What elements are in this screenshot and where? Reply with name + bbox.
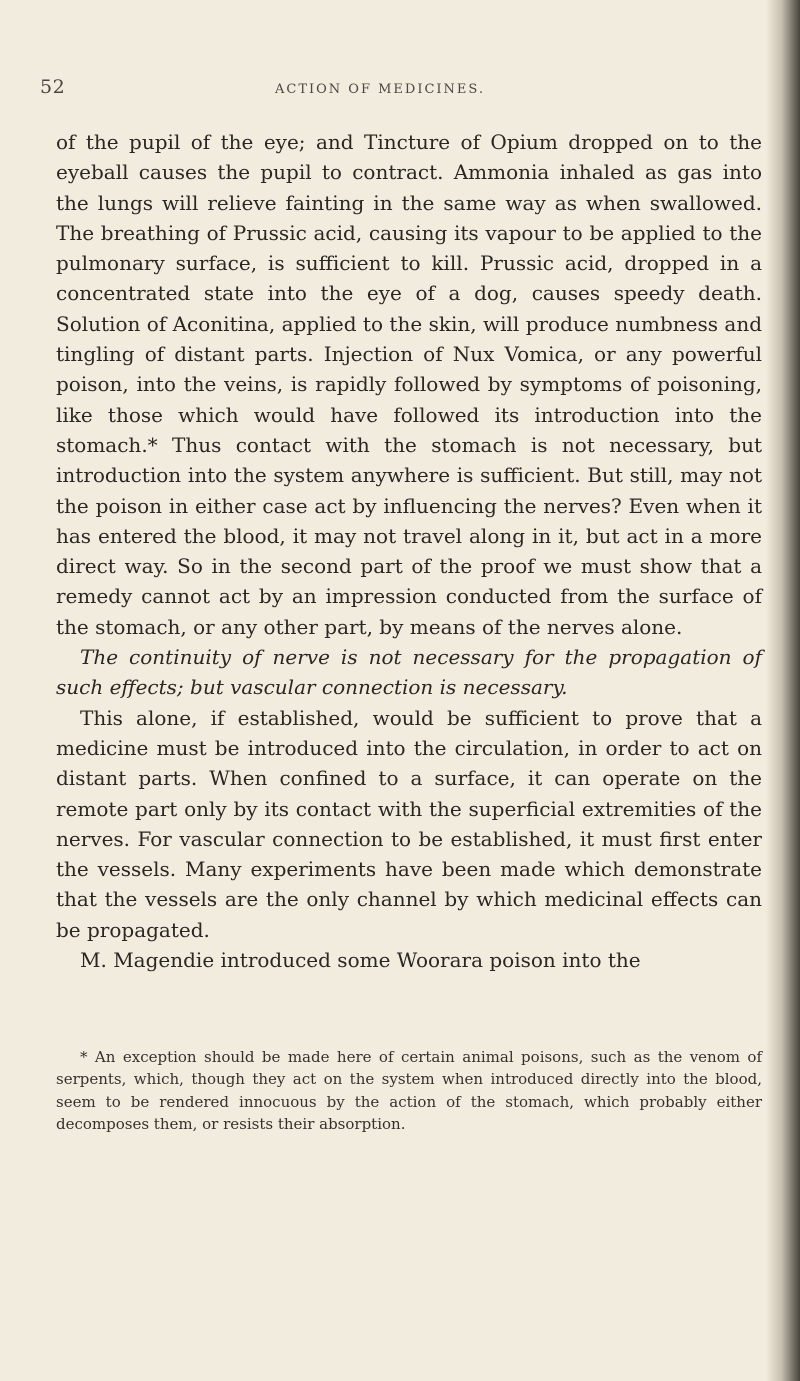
paragraph-3: M. Magendie introduced some Woorara poison into the: [80, 948, 641, 973]
page-edge-shadow: [766, 0, 800, 1381]
page-number: 52: [40, 76, 66, 98]
italic-statement: The continuity of nerve is not necessary for the propagation of such effects; but vascular connection is necessary.: [56, 645, 762, 700]
paragraph-1: of the pupil of the eye; and Tincture of Opium dropped on to the eyeball causes the pupil to contract. Ammonia inhaled as gas into the lungs will relieve fainting in the same way as when swallowed. The breathing of Prussic acid, causing its vapour to be applied to the pulmonary surface, is sufficient to kill. Prussic acid, dropped in a concentrated state into the eye of a dog, causes speedy death. Solution of Aconitina, applied to the skin, will produce numbness and tingling of distant parts. Injection of Nux Vomica, or any powerful poison, into the veins, is rapidly followed by symptoms of poisoning, like those which would have followed its introduction into the stomach.* Thus contact with the stomach is not necessary, but introduction into the system anywhere is sufficient. But still, may not the poison in either case act by influencing the nerves? Even when it has entered the blood, it may not travel along in it, but act in a more direct way. So in the second part of the proof we must show that a remedy cannot act by an impression conducted from the surface of the stomach, or any other part, by means of the nerves alone.: [56, 130, 762, 639]
paragraph-2: This alone, if established, would be sufficient to prove that a medicine must be introduced into the circulation, in order to act on distant parts. When confined to a surface, it can operate on the remote part only by its contact with the superficial extremities of the nerves. For vascular connection to be established, it must first enter the vessels. Many experiments have been made which demonstrate that the vessels are the only channel by which medicinal effects can be propagated.: [56, 705, 762, 942]
footnote-text: * An exception should be made here of certain animal poisons, such as the venom of serpents, which, though they act on the system when introduced directly into the blood, seem to be rendered innocuous by the action of the stomach, which probably either decomposes them, or resists their absorption.: [56, 1048, 762, 1134]
footnote: [56, 1046, 762, 1136]
main-text: [56, 127, 762, 975]
running-title: ACTION OF MEDICINES.: [275, 82, 485, 97]
